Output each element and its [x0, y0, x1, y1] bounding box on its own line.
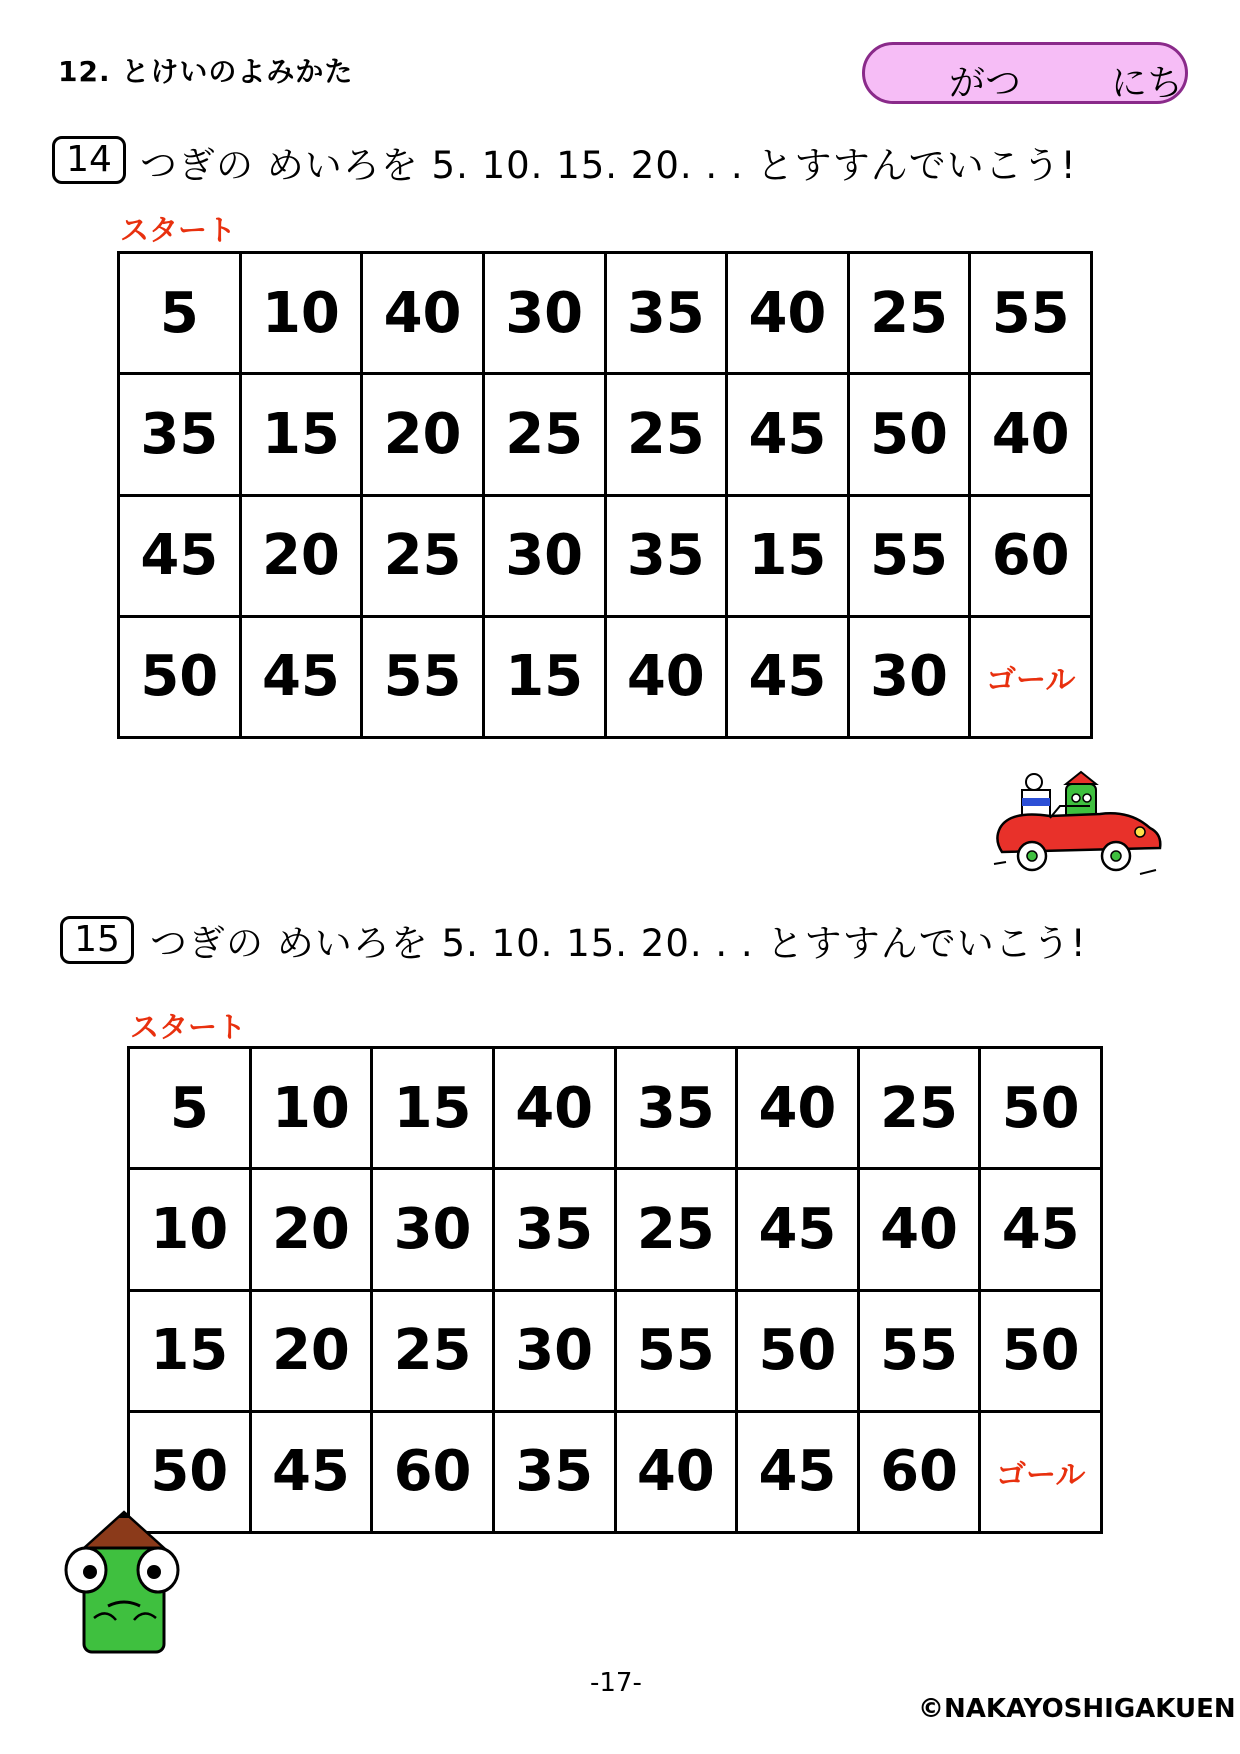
- maze-cell: 35: [605, 495, 727, 616]
- maze-cell: 45: [240, 616, 362, 737]
- maze-cell: 25: [858, 1048, 980, 1169]
- problem-number-15: 15: [60, 916, 134, 964]
- maze-cell: 35: [493, 1411, 615, 1532]
- maze-cell: 50: [737, 1290, 859, 1411]
- maze-row: [129, 1290, 1102, 1411]
- goal-cell: ゴール: [970, 616, 1092, 737]
- page-number: -17-: [590, 1668, 642, 1698]
- maze-row: [119, 495, 1092, 616]
- maze-cell: 40: [615, 1411, 737, 1532]
- maze-cell: 55: [615, 1290, 737, 1411]
- maze-cell: 55: [362, 616, 484, 737]
- maze-cell: 55: [848, 495, 970, 616]
- maze-row: [129, 1169, 1102, 1290]
- maze-cell: 25: [483, 374, 605, 495]
- maze-cell: 35: [119, 374, 241, 495]
- maze-cell: 55: [970, 253, 1092, 374]
- maze-cell: 50: [980, 1290, 1102, 1411]
- maze-cell: 60: [970, 495, 1092, 616]
- maze-cell: 30: [483, 253, 605, 374]
- maze-cell: 20: [240, 495, 362, 616]
- maze-cell: 15: [483, 616, 605, 737]
- maze-cell: 50: [980, 1048, 1102, 1169]
- maze-row: [119, 616, 1092, 737]
- maze-cell: 40: [605, 616, 727, 737]
- maze-cell: 40: [727, 253, 849, 374]
- maze-cell: 25: [615, 1169, 737, 1290]
- maze-cell: 20: [250, 1169, 372, 1290]
- maze-row: [119, 253, 1092, 374]
- maze-cell: 40: [493, 1048, 615, 1169]
- maze-cell: 60: [858, 1411, 980, 1532]
- maze-cell: 40: [737, 1048, 859, 1169]
- problem-15-instruction: つぎの めいろを 5. 10. 15. 20. . . とすすんでいこう!: [150, 922, 1087, 965]
- pencil-character-illustration: [64, 1508, 188, 1656]
- maze-cell: 45: [980, 1169, 1102, 1290]
- eye-icon: [66, 1548, 106, 1592]
- maze-cell: 50: [848, 374, 970, 495]
- maze-cell: 50: [129, 1411, 251, 1532]
- maze-cell: 40: [362, 253, 484, 374]
- maze-row: [129, 1048, 1102, 1169]
- maze-cell: 45: [119, 495, 241, 616]
- maze-cell: 20: [250, 1290, 372, 1411]
- wheel-icon: [1102, 842, 1130, 870]
- maze-cell: 45: [737, 1411, 859, 1532]
- wheel-icon: [1018, 842, 1046, 870]
- maze-cell: 35: [493, 1169, 615, 1290]
- maze-row: [119, 374, 1092, 495]
- date-month-label: がつ: [949, 63, 1022, 104]
- maze-cell: 25: [605, 374, 727, 495]
- start-label-14: スタート: [120, 213, 237, 247]
- chapter-title: 12. とけいのよみかた: [58, 55, 354, 88]
- maze-cell: 20: [362, 374, 484, 495]
- problem-14-instruction: つぎの めいろを 5. 10. 15. 20. . . とすすんでいこう!: [140, 144, 1077, 187]
- maze-cell: 45: [737, 1169, 859, 1290]
- maze-cell: 15: [129, 1290, 251, 1411]
- maze-cell: 55: [858, 1290, 980, 1411]
- start-label-15: スタート: [130, 1010, 247, 1044]
- problem-number-14: 14: [52, 136, 126, 184]
- maze-cell: 25: [848, 253, 970, 374]
- maze-row: [129, 1411, 1102, 1532]
- maze-cell: 25: [362, 495, 484, 616]
- maze-cell: 35: [615, 1048, 737, 1169]
- maze-cell: 15: [240, 374, 362, 495]
- maze-cell: 30: [483, 495, 605, 616]
- goal-cell: ゴール: [980, 1411, 1102, 1532]
- maze-cell: 5: [129, 1048, 251, 1169]
- eye-icon: [138, 1548, 178, 1592]
- maze-cell: 25: [372, 1290, 494, 1411]
- maze-cell: 30: [493, 1290, 615, 1411]
- maze-cell: 5: [119, 253, 241, 374]
- maze-cell: 30: [372, 1169, 494, 1290]
- maze-cell: 45: [727, 616, 849, 737]
- maze-cell: 15: [372, 1048, 494, 1169]
- maze-cell: 10: [250, 1048, 372, 1169]
- maze-cell: 40: [858, 1169, 980, 1290]
- date-box: [862, 42, 1188, 104]
- maze-cell: 60: [372, 1411, 494, 1532]
- maze-cell: 45: [727, 374, 849, 495]
- maze-grid-15: [127, 1046, 1103, 1534]
- maze-cell: 30: [848, 616, 970, 737]
- maze-cell: 10: [240, 253, 362, 374]
- maze-grid-14: [117, 251, 1093, 739]
- maze-cell: 50: [119, 616, 241, 737]
- maze-cell: 45: [250, 1411, 372, 1532]
- maze-cell: 10: [129, 1169, 251, 1290]
- maze-cell: 40: [970, 374, 1092, 495]
- date-day-label: にち: [1111, 63, 1184, 104]
- maze-cell: 35: [605, 253, 727, 374]
- copyright: ©NAKAYOSHIGAKUEN: [918, 1694, 1236, 1724]
- car-illustration: [990, 770, 1170, 882]
- maze-cell: 15: [727, 495, 849, 616]
